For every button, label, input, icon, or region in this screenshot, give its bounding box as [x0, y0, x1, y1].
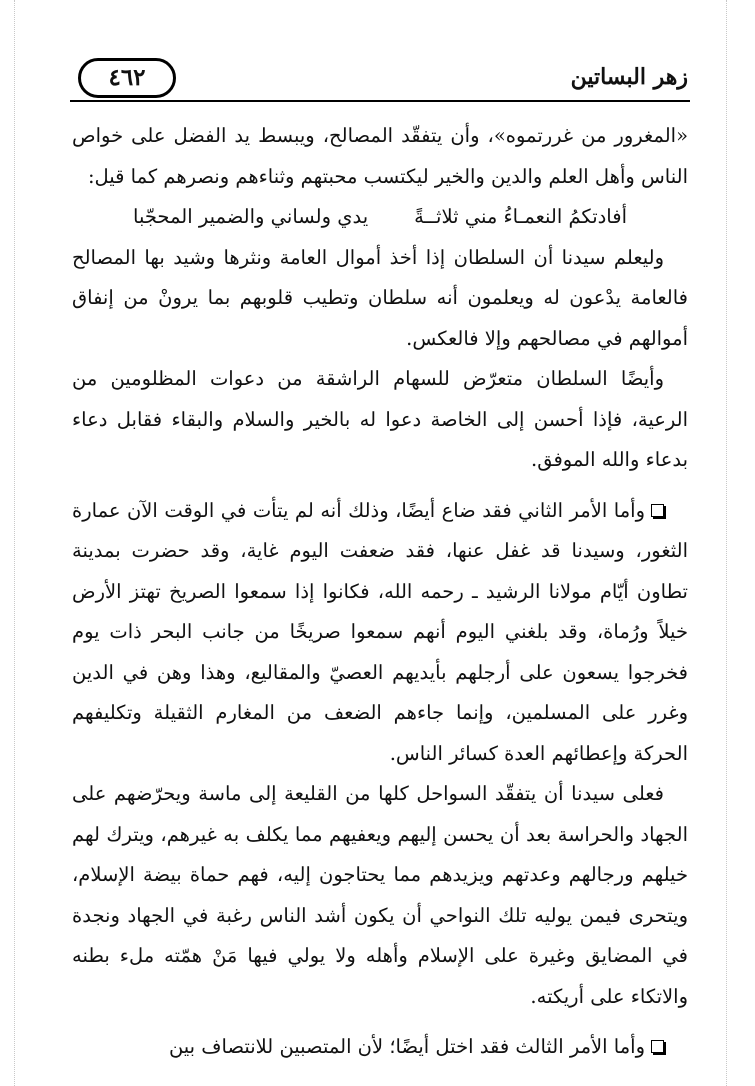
- section-marker-icon: [651, 1040, 664, 1053]
- right-edge-dots: [726, 0, 727, 1086]
- left-edge-dots: [14, 0, 15, 1086]
- paragraph-4: [72, 491, 688, 775]
- page-number: ٤٦٢: [78, 58, 176, 98]
- paragraph-5: فعلى سيدنا أن يتفقّد السواحل كلها من القليعة إلى ماسة ويحرّضهم على الجهاد والحراسة بعد أن يحسن إليهم ويعفيهم مما يكلف به غيرهم، ويترك لهم خيلهم ورجالهم وعدتهم ويزيدهم مما يحتاجون إليه، فهم حماة بيضة الإسلام، ويتحرى فيمن يوليه تلك النواحي أن يكون أشد الناس رغبة في الجهاد ونجدة في المضايق وغيرة على الإسلام وأهله ولا يولي فيها مَنْ همّته ملء بطنه والاتكاء على أريكته.: [72, 782, 688, 1008]
- section-marker-icon: [651, 504, 664, 517]
- paragraph-4-text: وأما الأمر الثاني فقد ضاع أيضًا، وذلك أنه لم يتأت في الوقت الآن عمارة الثغور، وسيدنا قد غفل عنها، فقد ضعفت اليوم غاية، وقد حضرت بمدينة تطاون أيّام مولانا الرشيد ـ رحمه الله، فكانوا إذا سمعوا الصريخ تهتز الأرض خيلاً ورُماة، وقد بلغني اليوم أنهم سمعوا صريخًا من جانب البحر ذات يوم فخرجوا يسعون على أرجلهم بأيديهم العصيّ والمقاليع، وهذا وهن في الدين وغرر على المسلمين، وإنما جاءهم الضعف من المغارم الثقيلة وتكليفهم الحركة وإعطائهم العدة كسائر الناس.: [72, 498, 688, 765]
- page-header: [70, 58, 690, 98]
- verse: [72, 197, 688, 238]
- verse-second-hemistich: يدي ولساني والضمير المحجّبا: [133, 205, 369, 228]
- paragraph-1: «المغرور من غررتموه»، وأن يتفقّد المصالح، ويبسط يد الفضل على خواص الناس وأهل العلم والدين والخير ليكتسب محبتهم وثناءهم ونصرهم كما قيل:: [72, 124, 688, 188]
- paragraph-6: [72, 1027, 688, 1068]
- header-rule: [70, 100, 690, 102]
- running-title: زهر البساتين: [570, 64, 688, 90]
- body-text: [72, 116, 688, 1068]
- verse-first-hemistich: أفادتكمُ النعمـاءُ مني ثلاثــةً: [414, 205, 627, 228]
- paragraph-2: وليعلم سيدنا أن السلطان إذا أخذ أموال العامة ونثرها وشيد بها المصالح فالعامة يدْعون له ويعلمون أنه سلطان وتطيب قلوبهم بما يرونْ من إنفاق أموالهم في مصالحهم وإلا فالعكس.: [72, 245, 688, 350]
- paragraph-6-text: وأما الأمر الثالث فقد اختل أيضًا؛ لأن المتصبين للانتصاف بين: [168, 1035, 645, 1058]
- paragraph-3: وأيضًا السلطان متعرّض للسهام الراشقة من دعوات المظلومين من الرعية، فإذا أحسن إلى الخاصة دعوا له بالخير والسلام والبقاء فقابل دعاء بدعاء والله الموفق.: [72, 367, 688, 471]
